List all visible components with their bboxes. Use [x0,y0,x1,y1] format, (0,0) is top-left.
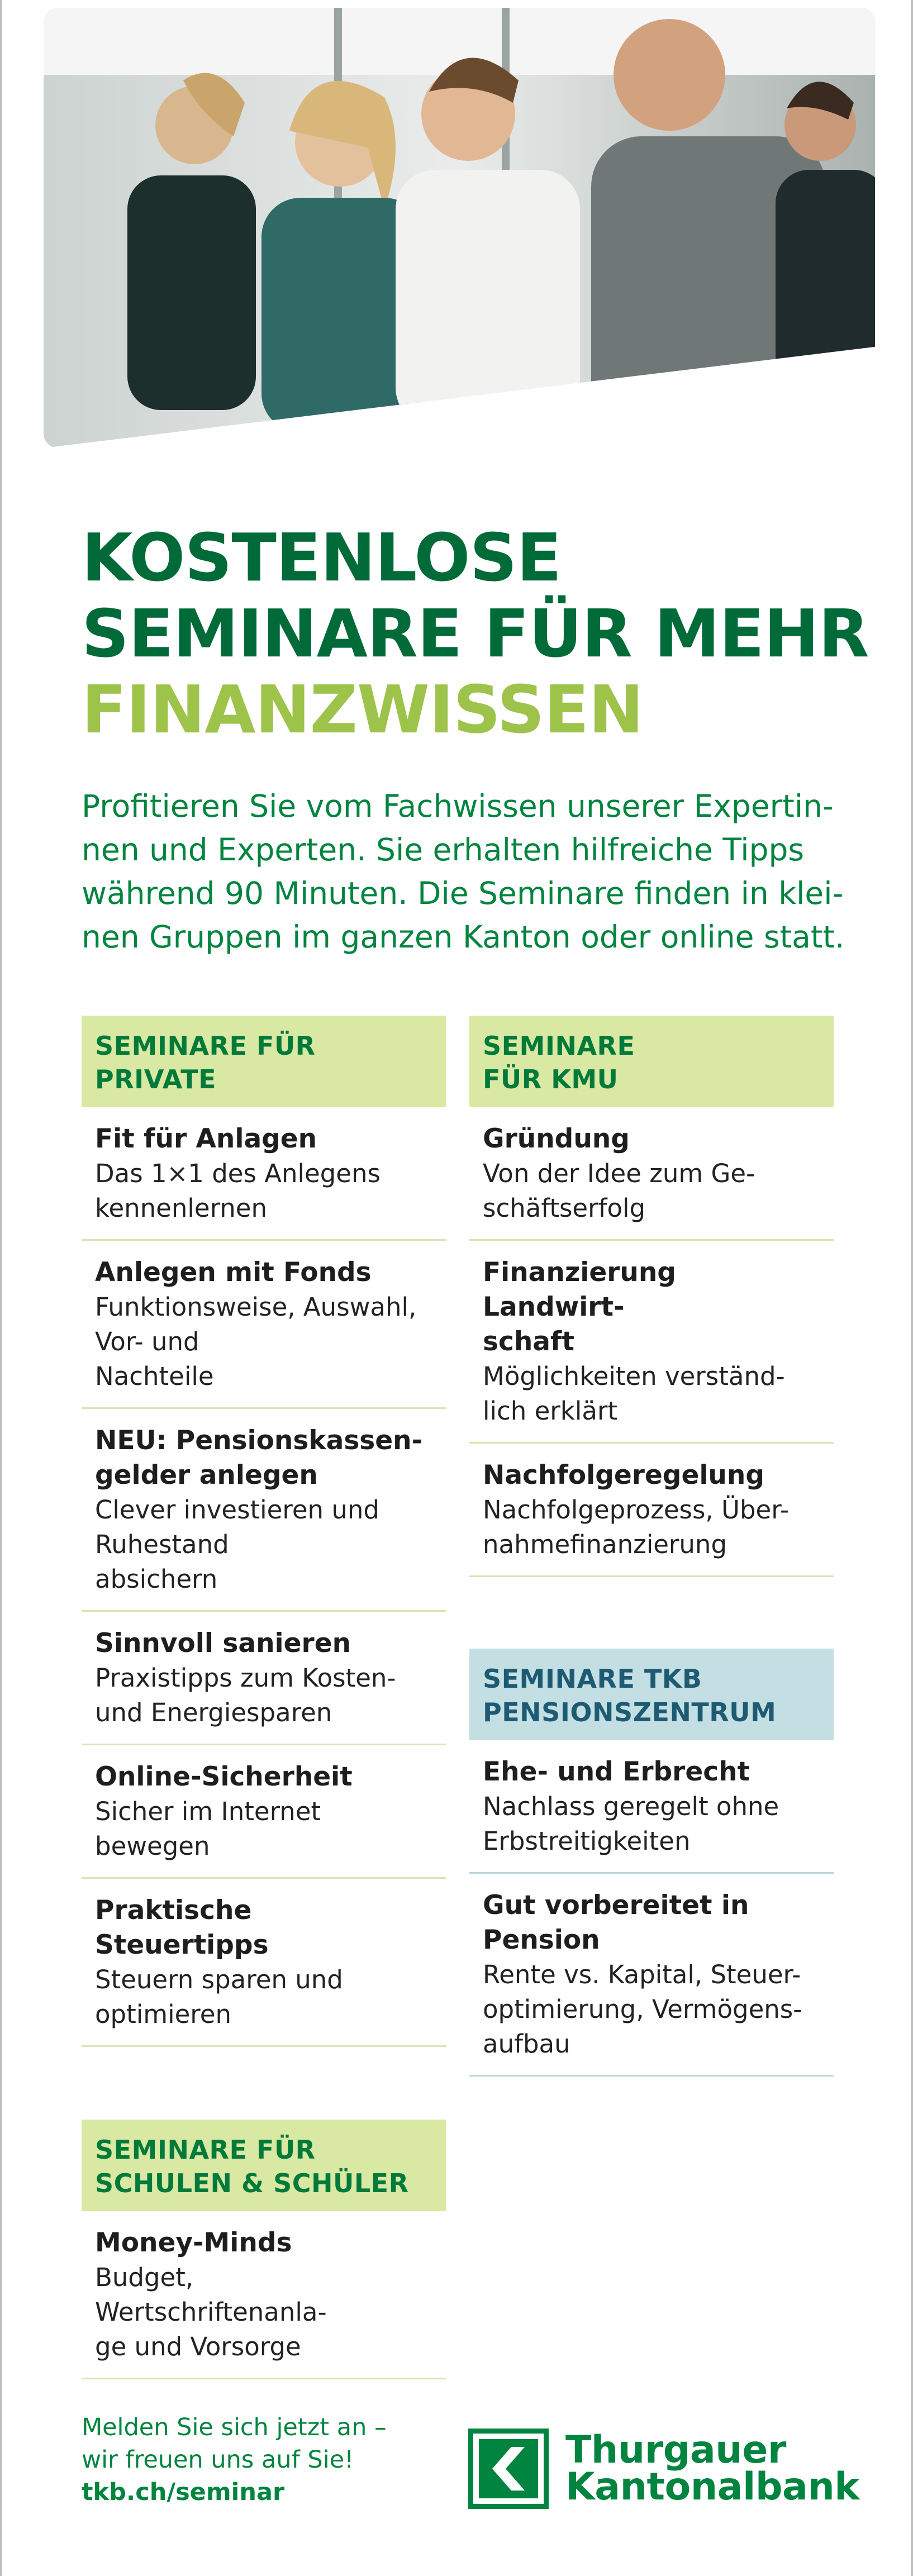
seminar-desc: Clever investieren und [95,1495,379,1525]
section-header-kmu [469,1016,834,1107]
section-header-pension [469,1649,834,1740]
section-header-schools [82,2120,446,2211]
seminar-desc: schäftserfolg [483,1193,646,1223]
seminar-title: Gründung [483,1123,630,1154]
seminar-title: Fit für Anlagen [95,1123,317,1154]
seminar-item[interactable] [82,1612,446,1745]
tkb-brand[interactable] [468,2426,859,2511]
intro-line: nen und Experten. Sie erhalten hilfreiche Tipps [82,832,805,868]
seminar-desc: lich erklärt [483,1396,618,1426]
title-line-2: SEMINARE FÜR MEHR [82,595,869,672]
seminar-title: Nachfolgeregelung [483,1460,764,1491]
seminar-desc: ge und Vorsorge [95,2332,301,2361]
left-column [82,1016,446,2379]
cta-line: wir freuen uns auf Sie! [82,2446,354,2474]
section-header-line: PRIVATE [95,1064,217,1094]
title-line-3: FINANZWISSEN [82,671,644,748]
seminar-desc: Sicher im Internet bewegen [95,1797,321,1861]
seminar-desc: Das 1×1 des Anlegens [95,1159,381,1188]
spacer [469,1577,834,1649]
seminar-desc: Rente vs. Kapital, Steuer- [483,1960,801,1989]
seminar-title: Money-Minds [95,2227,292,2258]
seminar-link[interactable]: tkb.ch/seminar [82,2478,285,2506]
seminar-title: Online-Sicherheit [95,1761,353,1792]
photo-illustration [44,8,875,448]
seminar-desc: optimierung, Vermögens- [483,1994,802,2024]
spacer [82,2047,446,2120]
seminar-desc: Möglichkeiten verständ- [483,1361,785,1391]
seminar-desc: Von der Idee zum Ge- [483,1159,755,1188]
seminar-item[interactable] [82,1241,446,1409]
seminar-desc: Praxistipps zum Kosten- [95,1663,396,1693]
seminar-desc: Nachfolgeprozess, Über- [483,1495,790,1525]
seminar-item[interactable] [82,2211,446,2379]
seminar-desc: absichern [95,1564,218,1594]
seminar-item[interactable] [469,1874,834,2077]
seminar-title: schaft [483,1326,574,1357]
seminar-desc: Vor- und [95,1327,199,1356]
seminar-desc: Ruhestand [95,1530,229,1559]
brand-name [565,2428,860,2509]
intro-line: während 90 Minuten. Die Seminare finden in klei- [82,875,844,911]
intro-line: nen Gruppen im ganzen Kanton oder online statt. [82,919,845,955]
seminar-item[interactable] [82,1107,446,1241]
section-header-private [82,1016,446,1107]
intro-line: Profitieren Sie vom Fachwissen unserer Expertin- [82,788,834,824]
seminar-title: Ehe- und Erbrecht [483,1756,750,1787]
section-header-line: SEMINARE [483,1031,635,1061]
seminar-desc: Nachteile [95,1361,214,1391]
title-line-1: KOSTENLOSE [82,519,562,596]
seminar-item[interactable] [82,1879,446,2047]
seminar-desc: Steuern sparen und [95,1965,343,1994]
section-header-line: SCHULEN & SCHÜLER [95,2168,409,2198]
section-header-line: SEMINARE FÜR [95,2135,316,2165]
seminar-item[interactable] [82,1745,446,1879]
section-header-line: PENSIONSZENTRUM [483,1697,777,1727]
seminar-desc: Erbstreitigkeiten [483,1826,691,1856]
seminar-item[interactable] [469,1740,834,1874]
seminar-title: Gut vorbereitet in [483,1890,749,1921]
seminar-desc: Funktionsweise, Auswahl, [95,1292,417,1322]
pension-list [469,1649,834,2077]
section-header-line: SEMINARE FÜR [95,1031,316,1061]
seminar-item[interactable] [469,1241,834,1444]
tkb-logo-chevron-icon [479,2439,538,2498]
seminar-desc: kennenlernen [95,1193,268,1223]
brand-name-line: Thurgauer [565,2428,786,2472]
seminar-title: Pension [483,1925,600,1955]
section-header-line: SEMINARE TKB [483,1664,702,1694]
seminar-desc: Nachlass geregelt ohne [483,1792,779,1821]
seminar-audience-photo [44,8,875,448]
seminar-title: Praktische Steuertipps [95,1895,269,1960]
seminar-desc: aufbau [483,2029,570,2059]
cta-line: Melden Sie sich jetzt an – [82,2413,387,2441]
seminar-desc: Budget, Wertschriftenanla- [95,2263,327,2327]
seminar-desc: nahmefinanzierung [483,1530,727,1559]
tkb-logo-icon [468,2429,549,2509]
seminar-title: Sinnvoll sanieren [95,1628,351,1659]
right-column [469,1016,834,2077]
seminar-item[interactable] [82,1409,446,1612]
seminar-title: NEU: Pensionskassen- [95,1425,423,1456]
tkb-logo-inner [479,2439,538,2498]
seminar-desc: optimieren [95,1999,231,2029]
seminar-title: Finanzierung Landwirt- [483,1257,676,1322]
seminar-item[interactable] [469,1444,834,1577]
brand-name-line: Kantonalbank [565,2465,860,2509]
page-title [82,520,875,747]
signup-call-to-action [82,2411,473,2508]
seminar-title: Anlegen mit Fonds [95,1257,372,1288]
seminar-desc: und Energiesparen [95,1698,332,1727]
seminar-item[interactable] [469,1107,834,1241]
intro-paragraph [82,784,847,959]
seminar-title: gelder anlegen [95,1460,318,1491]
section-header-line: FÜR KMU [483,1064,619,1094]
